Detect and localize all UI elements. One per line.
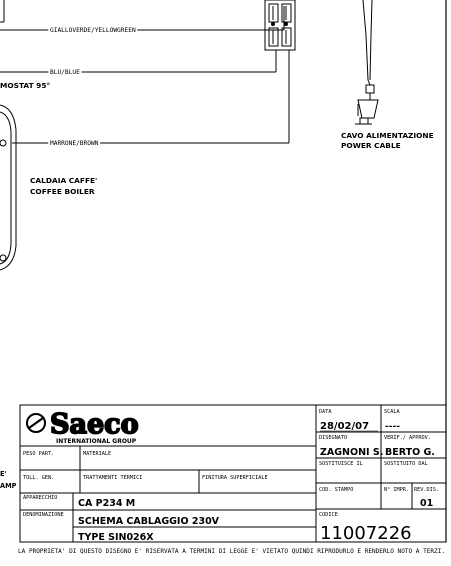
trattamenti-label: TRATTAMENTI TERMICI [83, 475, 143, 481]
codice-label: CODICE [319, 512, 338, 518]
boiler-label-it: CALDAIA CAFFE' [30, 176, 98, 185]
denominazione-value: SCHEMA CABLAGGIO 230V [78, 516, 220, 527]
disegnato-label: DISEGNATO [319, 435, 348, 441]
apparecchio-value: CA P234 M [78, 498, 136, 509]
peso-label: PESO PART. [23, 451, 55, 457]
sostituito-label: SOSTITUITO DAL [384, 461, 428, 467]
saeco-logo [27, 409, 139, 445]
thermostat-label: MOSTAT 95° [0, 81, 51, 90]
apparecchio-label: APPARECCHIO [23, 495, 58, 501]
footer-notice: LA PROPRIETA' DI QUESTO DISEGNO E' RISERVATA A TERMINI DI LEGGE E' VIETATO QUINDI RIPRODURLO E RENDERLO NOTO A TERZI. [18, 548, 445, 555]
data-value: 28/02/07 [320, 421, 370, 432]
logo-subtitle: INTERNATIONAL GROUP [56, 438, 137, 445]
sostituisce-label: SOSTITUISCE IL [319, 461, 363, 467]
terminal-block [265, 0, 295, 50]
boiler-label-en: COFFEE BOILER [30, 187, 95, 196]
scala-value: ---- [385, 422, 400, 432]
wire-label-brown: MARRONE/BROWN [50, 140, 99, 147]
verif-value: BERTO G. [385, 447, 435, 458]
finitura-label: FINITURA SUPERFICIALE [202, 475, 268, 481]
materiale-label: MATERIALE [83, 451, 112, 457]
power-cable [355, 0, 378, 124]
power-cable-label-en: POWER CABLE [341, 141, 401, 150]
cut-label-2: AMP [0, 482, 17, 490]
data-label: DATA [319, 409, 332, 415]
wire-label-blue: BLU/BLUE [50, 69, 80, 76]
coffee-boiler [0, 105, 16, 270]
cod-stampo-label: COD. STAMPO [319, 487, 354, 493]
power-cable-label-it: CAVO ALIMENTAZIONE [341, 131, 434, 140]
rev-dis-label: REV.DIS. [414, 487, 439, 493]
toll-label: TOLL. GEN. [23, 475, 55, 481]
verif-label: VERIF./ APPROV. [384, 435, 431, 441]
wire-label-yellow-green: GIALLOVERDE/YELLOWGREEN [50, 27, 136, 34]
type-value: TYPE SIN026X [78, 532, 154, 543]
disegnato-value: ZAGNONI S. [320, 447, 384, 458]
rev-dis-value: 01 [420, 498, 434, 509]
logo-text: Saeco [50, 409, 139, 440]
denominazione-label: DENOMINAZIONE [23, 512, 64, 518]
cut-label-1: E' [0, 470, 7, 478]
n-impr-label: N° IMPR. [384, 487, 409, 493]
scala-label: SCALA [384, 409, 400, 415]
codice-value: 11007226 [320, 523, 412, 544]
